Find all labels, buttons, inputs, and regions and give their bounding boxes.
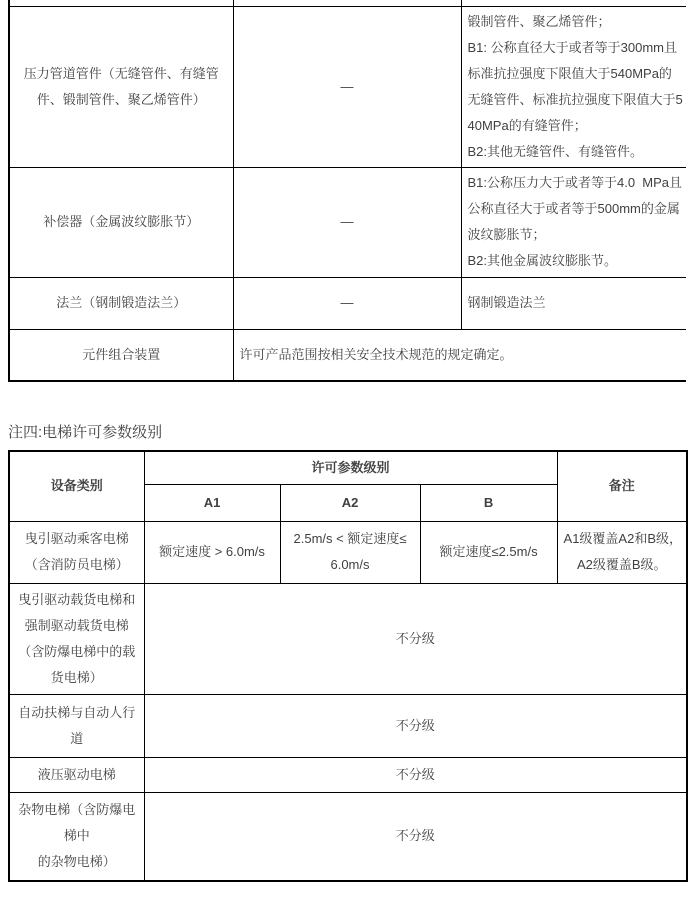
- equipment-cell: 液压驱动电梯: [9, 757, 144, 792]
- header-level-a1: A1: [144, 484, 280, 521]
- equipment-cell: 曳引驱动乘客电梯 （含消防员电梯）: [9, 521, 144, 583]
- header-level-b: B: [420, 484, 557, 521]
- dash-cell: —: [233, 167, 461, 277]
- equipment-cell: 压力管道管件（无缝管件、有缝管 件、锻制管件、聚乙烯管件）: [9, 6, 233, 167]
- header-equipment-category: 设备类别: [9, 451, 144, 521]
- equipment-cell: 曳引驱动载货电梯和 强制驱动载货电梯 （含防爆电梯中的载 货电梯）: [9, 583, 144, 694]
- equipment-cell: 补偿器（金属波纹膨胀节）: [9, 167, 233, 277]
- b-level-scope-cell: 钢制锻造法兰: [461, 277, 686, 329]
- table-row-pipe-fittings: [9, 6, 686, 167]
- dash-cell: —: [233, 277, 461, 329]
- equipment-cell: 元件组合装置: [9, 329, 233, 381]
- no-classification-cell: 不分级: [144, 583, 687, 694]
- table-row-freight-elevator: [9, 583, 687, 694]
- equipment-cell: 自动扶梯与自动人行 道: [9, 694, 144, 757]
- note4-title: 注四:电梯许可参数级别: [8, 424, 163, 441]
- merged-scope-cell: 许可产品范围按相关安全技术规范的规定确定。: [233, 329, 686, 381]
- level-a2-cell: 2.5m/s < 额定速度≤ 6.0m/s: [280, 521, 420, 583]
- table-row-compensator: [9, 167, 686, 277]
- pressure-piping-table: [8, 0, 686, 382]
- level-a1-cell: 额定速度 > 6.0m/s: [144, 521, 280, 583]
- equipment-cell: 杂物电梯（含防爆电 梯中 的杂物电梯）: [9, 792, 144, 881]
- table-row-hydraulic-elevator: [9, 757, 687, 792]
- table-row-dumbwaiter: [9, 792, 687, 881]
- no-classification-cell: 不分级: [144, 694, 687, 757]
- pressure-piping-table-wrapper: [8, 0, 686, 382]
- header-row-group: [9, 451, 687, 484]
- table-row-flange: [9, 277, 686, 329]
- remark-cell: A1级覆盖A2和B级， A2级覆盖B级。: [557, 521, 687, 583]
- dash-cell: —: [233, 6, 461, 167]
- table-row-escalator: [9, 694, 687, 757]
- header-permit-parameter-level: 许可参数级别: [144, 451, 557, 484]
- no-classification-cell: 不分级: [144, 792, 687, 881]
- b-level-scope-cell: 锻制管件、聚乙烯管件； B1: 公称直径大于或者等于300mm且 标准抗拉强度下限值大于540MPa的 无缝管件、标准抗拉强度下限值大于5 40MPa的有缝管件； B2:其他无缝管件、有缝管件。: [461, 6, 686, 167]
- equipment-cell: 法兰（钢制锻造法兰）: [9, 277, 233, 329]
- header-level-a2: A2: [280, 484, 420, 521]
- table-row-passenger-elevator: [9, 521, 687, 583]
- no-classification-cell: 不分级: [144, 757, 687, 792]
- header-remark: 备注: [557, 451, 687, 521]
- level-b-cell: 额定速度≤2.5m/s: [420, 521, 557, 583]
- table-row-component-assembly: [9, 329, 686, 381]
- b-level-scope-cell: B1:公称压力大于或者等于4.0 MPa且 公称直径大于或者等于500mm的金属 波纹膨胀节； B2:其他金属波纹膨胀节。: [461, 167, 686, 277]
- elevator-parameter-table: [8, 450, 688, 882]
